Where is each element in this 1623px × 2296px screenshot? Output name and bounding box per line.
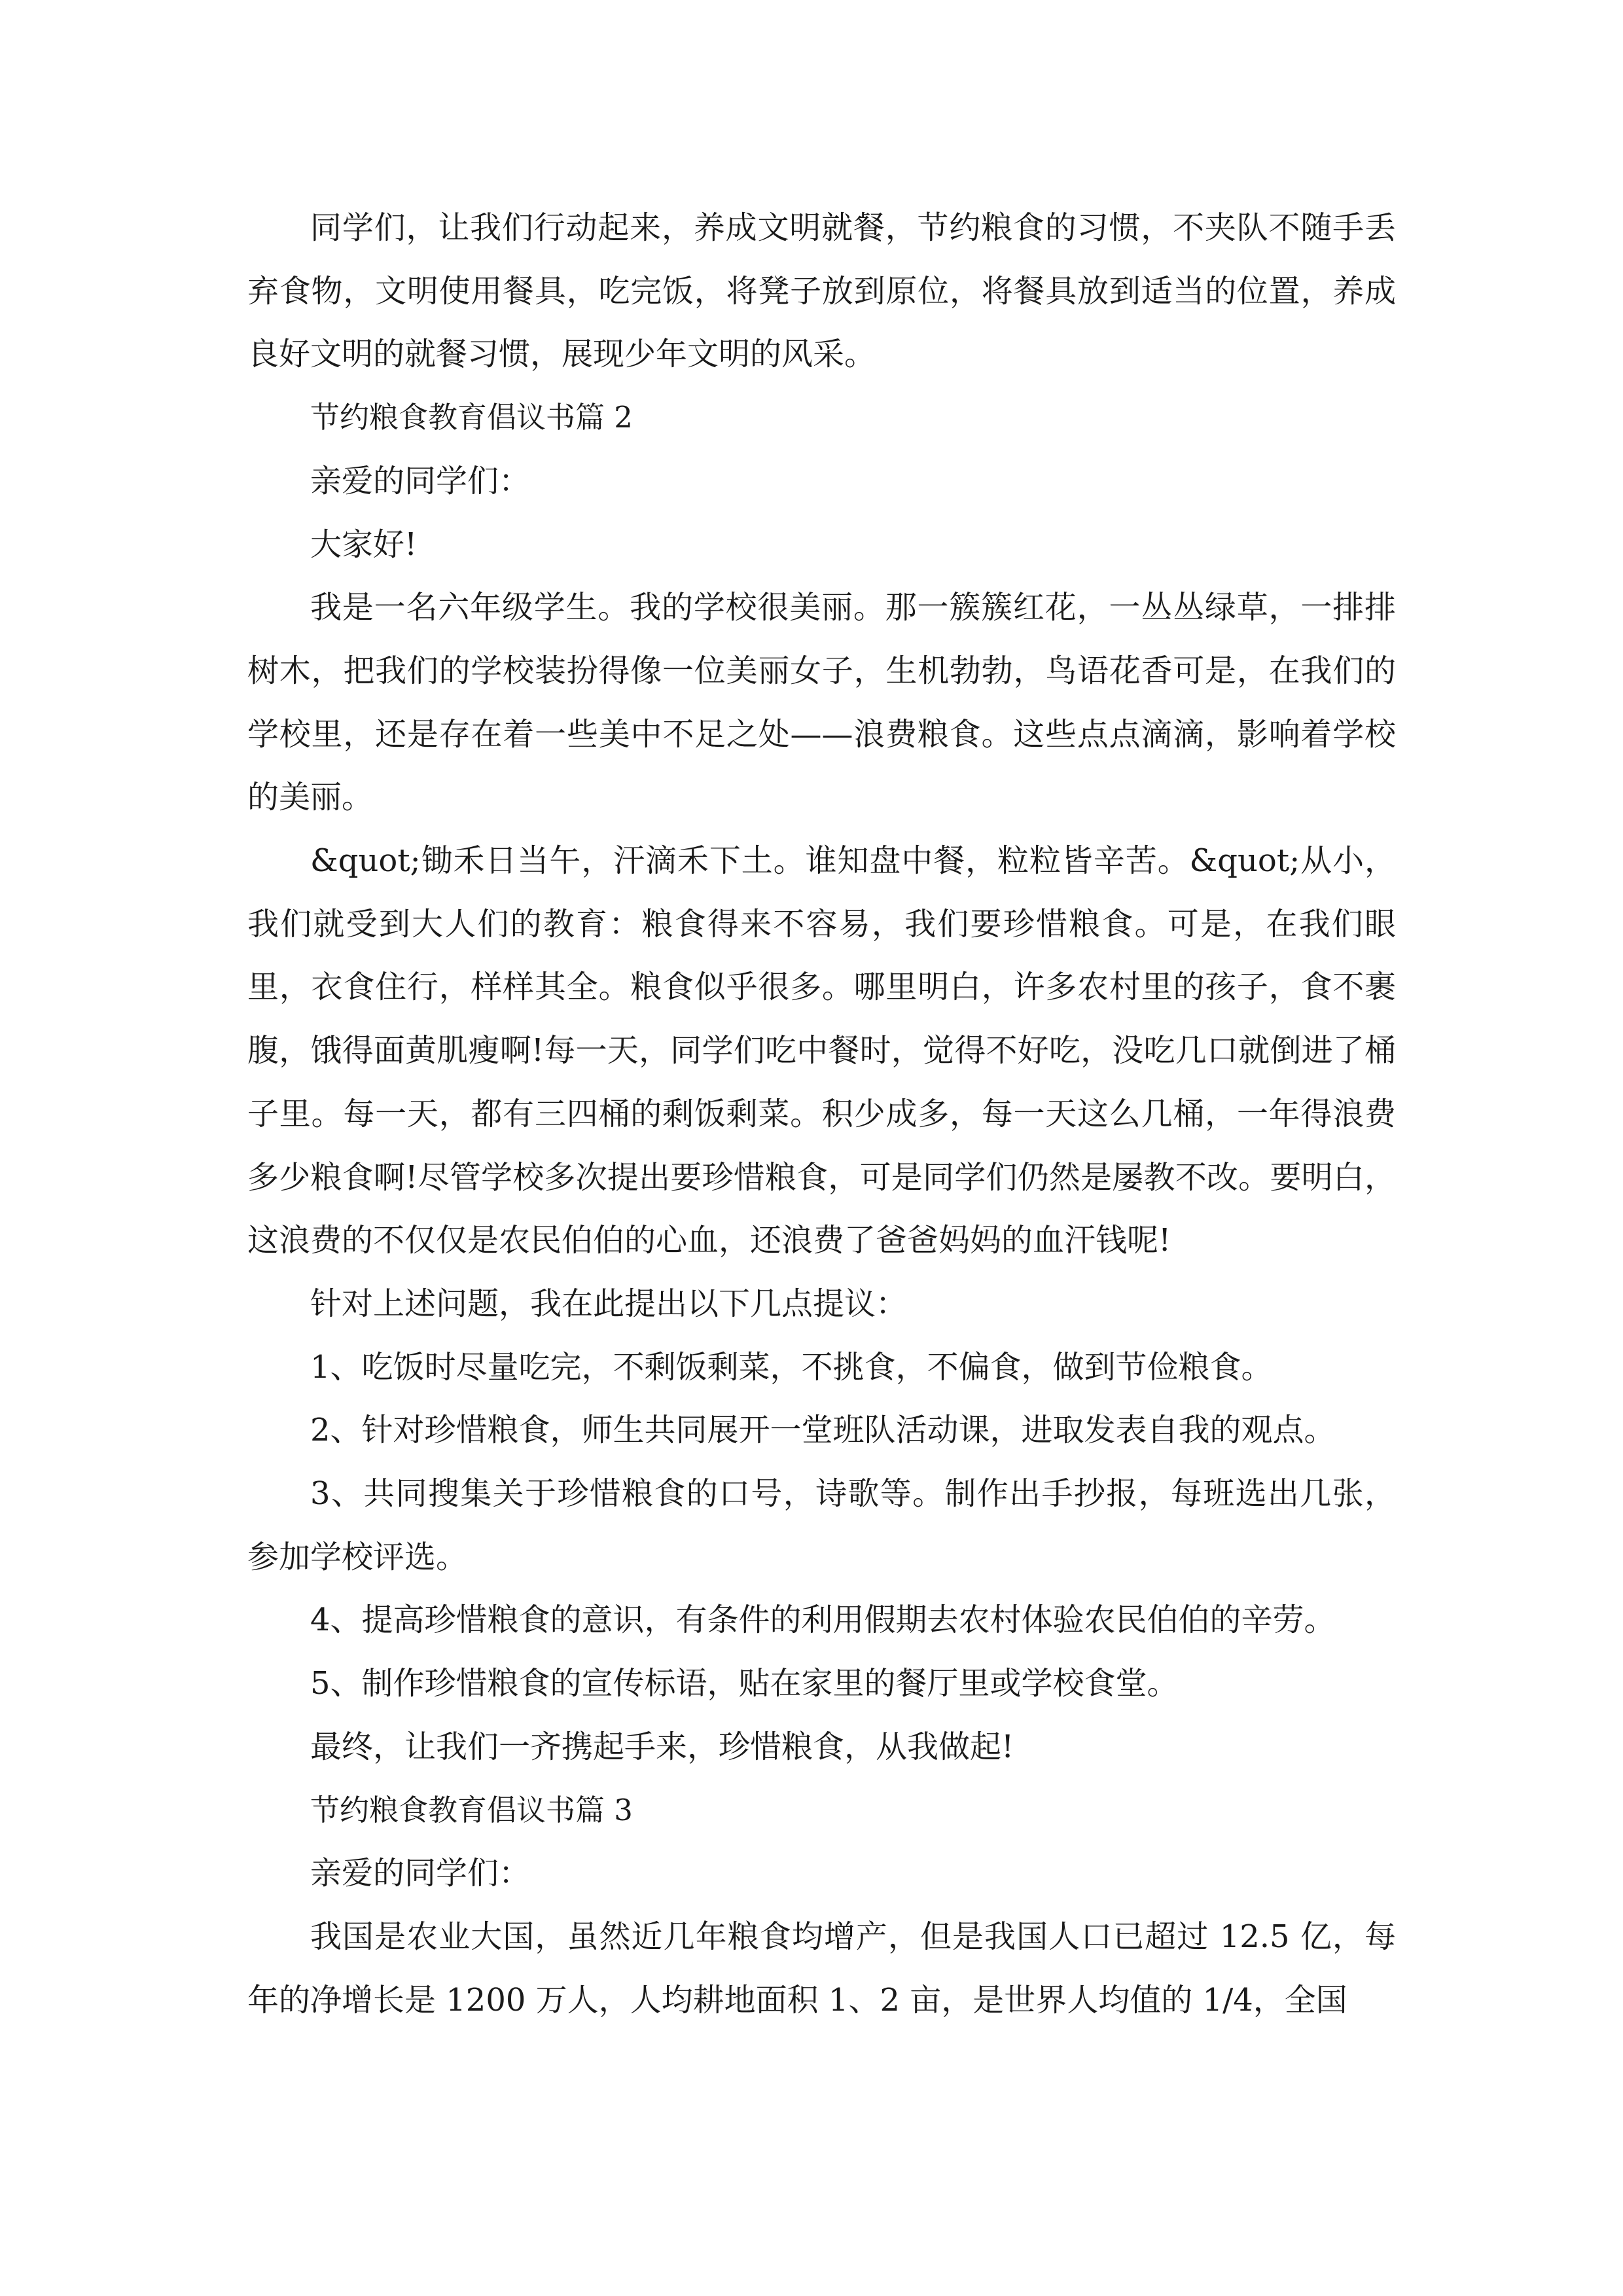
greeting: 大家好! bbox=[310, 526, 418, 563]
document-body bbox=[247, 196, 1396, 2032]
proposal-item-4: 4、提高珍惜粮食的意识，有条件的利用假期去农村体验农民伯伯的辛劳。 bbox=[310, 1602, 1336, 1639]
salutation-2: 亲爱的同学们： bbox=[310, 1855, 531, 1892]
paragraph-closing-call: 同学们，让我们行动起来，养成文明就餐，节约粮食的习惯，不夹队不随手丢弃食物，文明使用餐具，吃完饭，将凳子放到原位，将餐具放到适当的位置，养成良好文明的就餐习惯，展现少年文明的风采。 bbox=[247, 209, 1396, 373]
paragraph-population: 我国是农业大国，虽然近几年粮食均增产，但是我国人口已超过 12.5 亿，每年的净增长是 1200 万人，人均耕地面积 1、2 亩，是世界人均值的 1/4，全国 bbox=[247, 1918, 1396, 2018]
proposal-item-3: 3、共同搜集关于珍惜粮食的口号，诗歌等。制作出手抄报，每班选出几张，参加学校评选。 bbox=[247, 1475, 1396, 1575]
proposal-item-1: 1、吃饭时尽量吃完，不剩饭剩菜，不挑食，不偏食，做到节俭粮食。 bbox=[310, 1348, 1273, 1386]
section-heading-3: 节约粮食教育倡议书篇 3 bbox=[310, 1792, 633, 1827]
paragraph-school: 我是一名六年级学生。我的学校很美丽。那一簇簇红花，一丛丛绿草，一排排树木，把我们的学校装扮得像一位美丽女子，生机勃勃，鸟语花香可是，在我们的学校里，还是存在着一些美中不足之处——浪费粮食。这些点点滴滴，影响着学校的美丽。 bbox=[247, 589, 1396, 816]
salutation: 亲爱的同学们： bbox=[310, 462, 531, 499]
section-heading-2: 节约粮食教育倡议书篇 2 bbox=[310, 400, 633, 435]
paragraph-conclusion: 最终，让我们一齐携起手来，珍惜粮食，从我做起! bbox=[310, 1728, 1014, 1765]
paragraph-proposals-intro: 针对上述问题，我在此提出以下几点提议： bbox=[310, 1285, 908, 1322]
paragraph-waste: &quot;锄禾日当午，汗滴禾下土。谁知盘中餐，粒粒皆辛苦。&quot;从小，我们就受到大人们的教育：粮食得来不容易，我们要珍惜粮食。可是，在我们眼里，衣食住行，样样其全。粮食似乎很多。哪里明白，许多农村里的孩子，食不裹腹，饿得面黄肌瘦啊!每一天，同学们吃中餐时，觉得不好吃，没吃几口就倒进了桶子里。每一天，都有三四桶的剩饭剩菜。积少成多，每一天这么几桶，一年得浪费多少粮食啊!尽管学校多次提出要珍惜粮食，可是同学们仍然是屡教不改。要明白，这浪费的不仅仅是农民伯伯的心血，还浪费了爸爸妈妈的血汗钱呢! bbox=[247, 842, 1396, 1259]
proposal-item-2: 2、针对珍惜粮食，师生共同展开一堂班队活动课，进取发表自我的观点。 bbox=[310, 1412, 1336, 1449]
proposal-item-5: 5、制作珍惜粮食的宣传标语，贴在家里的餐厅里或学校食堂。 bbox=[310, 1665, 1179, 1702]
